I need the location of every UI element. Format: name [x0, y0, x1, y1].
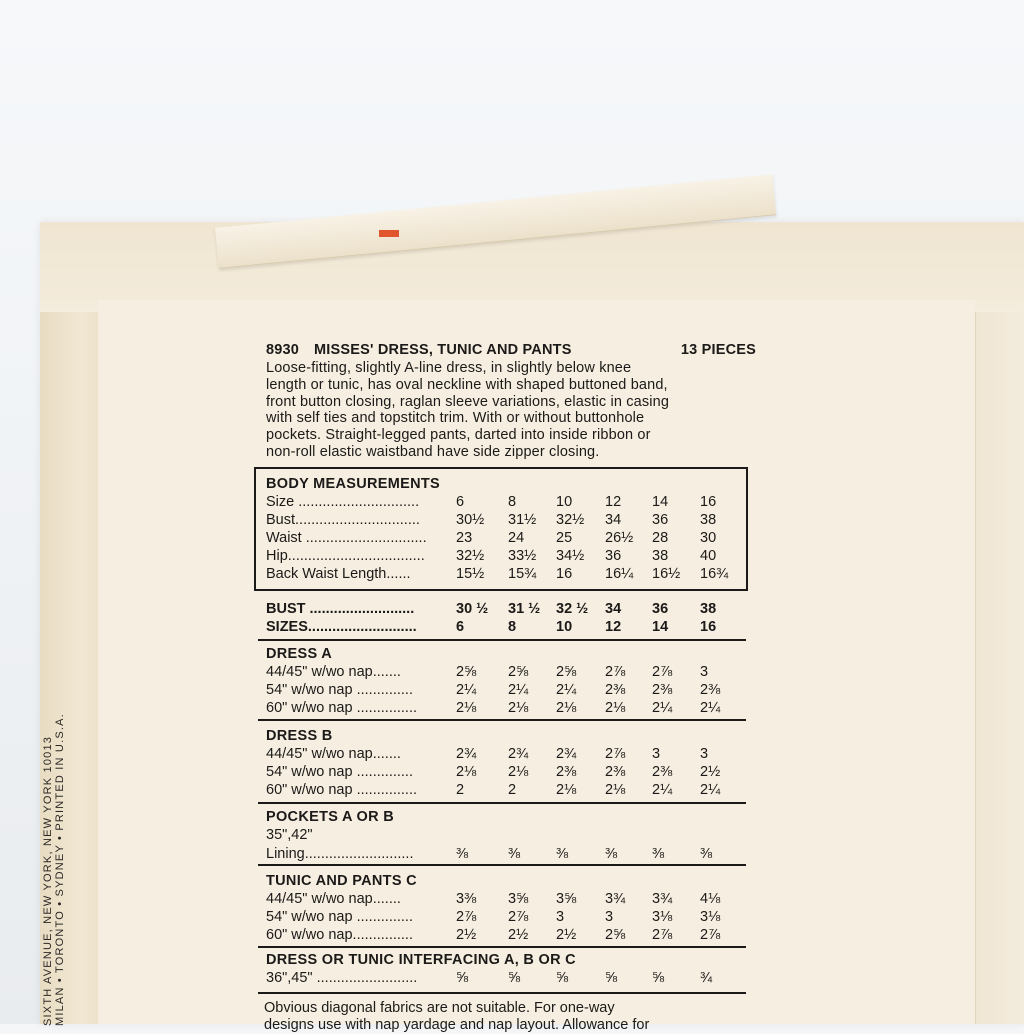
size-value: 36 [652, 601, 669, 617]
size-value: 34 [605, 601, 622, 617]
pattern-description-block [266, 342, 756, 461]
yardage-row [266, 682, 766, 699]
section-title: TUNIC AND PANTS C [266, 873, 417, 889]
subtitle-label: 35",42" [266, 827, 313, 843]
section-title: DRESS OR TUNIC INTERFACING A, B OR C [266, 952, 576, 968]
size-value: 24 [508, 530, 525, 546]
size-value: 3 [700, 746, 709, 762]
fabric-note [264, 1000, 784, 1034]
size-value: ¾ [700, 970, 713, 986]
size-value: 31 ½ [508, 601, 541, 617]
section-divider [258, 992, 746, 994]
size-value: 15½ [456, 566, 485, 582]
fabric-note-line: designs use with nap yardage and nap layout. Allowance for [264, 1017, 650, 1033]
size-value: 3 [556, 909, 565, 925]
size-value: 2⅞ [700, 927, 721, 943]
size-value: 25 [556, 530, 573, 546]
row-label: SIZES........................... [266, 619, 417, 635]
size-value: 32½ [456, 548, 485, 564]
size-value: 38 [700, 601, 717, 617]
size-value: 30½ [456, 512, 485, 528]
size-value: ⅜ [456, 846, 469, 862]
size-value: 2⅛ [605, 700, 626, 716]
size-value: 2½ [556, 927, 577, 943]
measurement-row [266, 548, 766, 565]
size-value: 2⅜ [605, 764, 626, 780]
size-value: ⅝ [456, 970, 469, 986]
section-divider [258, 864, 746, 866]
size-value: 3⅛ [700, 909, 721, 925]
size-value: 2⅝ [556, 664, 577, 680]
size-value: 2⅛ [508, 700, 529, 716]
size-value: 16¼ [605, 566, 634, 582]
pattern-number: 8930 [266, 342, 300, 358]
size-value: 3⅝ [556, 891, 577, 907]
size-value: 36 [652, 512, 669, 528]
yardage-row [266, 764, 766, 781]
measurement-row [266, 530, 766, 547]
size-value: 30 ½ [456, 601, 489, 617]
size-value: 3⅝ [508, 891, 529, 907]
size-value: 2¾ [456, 746, 477, 762]
row-label: Size .............................. [266, 494, 420, 510]
publisher-address [42, 626, 82, 1026]
size-value: 38 [652, 548, 669, 564]
row-label: 60" w/wo nap ............... [266, 782, 418, 798]
size-value: 26½ [605, 530, 634, 546]
size-value: ⅝ [556, 970, 569, 986]
address-line-1: SIXTH AVENUE, NEW YORK, NEW YORK 10013 [42, 735, 54, 1026]
size-value: 33½ [508, 548, 537, 564]
body-measurements-title: BODY MEASUREMENTS [266, 476, 441, 492]
size-value: 2⅛ [556, 700, 577, 716]
row-label: 44/45" w/wo nap....... [266, 664, 401, 680]
size-value: 3¾ [605, 891, 626, 907]
size-value: 12 [605, 494, 622, 510]
size-value: 2¼ [652, 700, 673, 716]
size-value: 2⅛ [456, 700, 477, 716]
pattern-description [266, 360, 756, 461]
size-value: 2⅞ [456, 909, 477, 925]
size-value: 36 [605, 548, 622, 564]
size-value: ⅝ [652, 970, 665, 986]
size-value: 2⅞ [652, 664, 673, 680]
size-value: 2⅜ [652, 764, 673, 780]
sizes-row [266, 619, 766, 636]
pattern-title: MISSES' DRESS, TUNIC AND PANTS [314, 342, 572, 358]
size-value: 8 [508, 619, 517, 635]
size-value: 16 [700, 619, 717, 635]
row-label: 36",45" ......................... [266, 970, 418, 986]
size-value: 34½ [556, 548, 585, 564]
size-value: 32 ½ [556, 601, 589, 617]
section-divider [258, 719, 746, 721]
size-value: 16¾ [700, 566, 729, 582]
size-value: 2¼ [700, 782, 721, 798]
size-value: 2¼ [508, 682, 529, 698]
row-label: Lining........................... [266, 846, 414, 862]
size-value: 2⅜ [700, 682, 721, 698]
yardage-row [266, 891, 766, 908]
size-value: 2¾ [508, 746, 529, 762]
size-value: 6 [456, 619, 465, 635]
size-value: 3⅜ [456, 891, 477, 907]
row-label: 44/45" w/wo nap....... [266, 891, 401, 907]
size-value: ⅝ [508, 970, 521, 986]
yardage-row [266, 664, 766, 681]
size-value: 3⅛ [652, 909, 673, 925]
size-value: 10 [556, 619, 573, 635]
size-value: 4⅛ [700, 891, 721, 907]
description-line: non-roll elastic waistband have side zipper closing. [266, 443, 600, 460]
size-value: 12 [605, 619, 622, 635]
size-value: 2⅝ [508, 664, 529, 680]
yardage-row [266, 970, 766, 987]
row-label: Back Waist Length...... [266, 566, 411, 582]
fabric-note-line: Obvious diagonal fabrics are not suitable. For one-way [264, 1000, 615, 1016]
row-label: 60" w/wo nap............... [266, 927, 413, 943]
size-value: ⅜ [652, 846, 665, 862]
section-divider [258, 802, 746, 804]
row-label: 44/45" w/wo nap....... [266, 746, 401, 762]
size-value: 10 [556, 494, 573, 510]
size-value: 15¾ [508, 566, 537, 582]
size-value: 2⅛ [556, 782, 577, 798]
size-value: 2¼ [556, 682, 577, 698]
size-value: 2 [456, 782, 465, 798]
size-value: 2½ [508, 927, 529, 943]
description-line: front button closing, raglan sleeve variations, elastic in casing [266, 393, 670, 410]
size-value: 2¼ [700, 700, 721, 716]
address-line-2: MILAN • TORONTO • SYDNEY • PRINTED IN U.S.A. [54, 713, 66, 1026]
size-value: 2⅝ [456, 664, 477, 680]
yardage-row [266, 909, 766, 926]
size-value: 2⅜ [556, 764, 577, 780]
size-value: 23 [456, 530, 473, 546]
size-value: 3 [652, 746, 661, 762]
size-value: 2¼ [456, 682, 477, 698]
size-value: 28 [652, 530, 669, 546]
row-label: 54" w/wo nap .............. [266, 764, 413, 780]
size-value: ⅜ [508, 846, 521, 862]
size-value: ⅜ [605, 846, 618, 862]
row-label: 54" w/wo nap .............. [266, 682, 413, 698]
size-value: 2¾ [556, 746, 577, 762]
description-line: length or tunic, has oval neckline with shaped buttoned band, [266, 376, 668, 393]
size-value: 2⅛ [508, 764, 529, 780]
pattern-header [266, 342, 756, 360]
pattern-pieces: 13 PIECES [680, 342, 756, 358]
size-value: 3 [605, 909, 614, 925]
section-subtitle [266, 827, 766, 844]
size-value: ⅝ [605, 970, 618, 986]
yardage-row [266, 746, 766, 763]
size-value: 16 [556, 566, 573, 582]
size-value: 2⅛ [456, 764, 477, 780]
size-value: 8 [508, 494, 517, 510]
size-value: ⅜ [700, 846, 713, 862]
row-label: 54" w/wo nap .............. [266, 909, 413, 925]
size-value: 2⅜ [605, 682, 626, 698]
yardage-row [266, 927, 766, 944]
size-value: 3 [700, 664, 709, 680]
size-value: ⅜ [556, 846, 569, 862]
bust-row [266, 601, 766, 618]
size-value: 40 [700, 548, 717, 564]
size-value: 34 [605, 512, 622, 528]
size-value: 2¼ [652, 782, 673, 798]
yardage-row [266, 782, 766, 799]
red-mark [379, 230, 399, 237]
size-value: 2⅛ [605, 782, 626, 798]
row-label: Bust............................... [266, 512, 420, 528]
size-value: 2½ [456, 927, 477, 943]
size-value: 30 [700, 530, 717, 546]
size-value: 2⅝ [605, 927, 626, 943]
row-label: Waist .............................. [266, 530, 427, 546]
section-divider [258, 946, 746, 948]
section-divider [258, 639, 746, 641]
size-value: 32½ [556, 512, 585, 528]
section-title: POCKETS A OR B [266, 809, 394, 825]
size-value: 3¾ [652, 891, 673, 907]
size-value: 6 [456, 494, 465, 510]
description-line: with self ties and topstitch trim. With or without buttonhole [266, 410, 645, 427]
size-value: 2⅞ [508, 909, 529, 925]
measurement-row [266, 566, 766, 583]
size-value: 31½ [508, 512, 537, 528]
size-value: 38 [700, 512, 717, 528]
yardage-row [266, 700, 766, 717]
yardage-row [266, 846, 766, 863]
measurement-row [266, 512, 766, 529]
section-title: DRESS B [266, 728, 333, 744]
measurement-row [266, 494, 766, 511]
size-value: 2⅜ [652, 682, 673, 698]
size-value: 14 [652, 494, 669, 510]
size-value: 2⅞ [605, 746, 626, 762]
row-label: 60" w/wo nap ............... [266, 700, 418, 716]
description-line: Loose-fitting, slightly A-line dress, in slightly below knee [266, 360, 632, 376]
description-line: pockets. Straight-legged pants, darted into inside ribbon or [266, 427, 651, 444]
section-title: DRESS A [266, 646, 333, 662]
size-value: 16 [700, 494, 717, 510]
size-value: 2 [508, 782, 517, 798]
size-value: 14 [652, 619, 669, 635]
row-label: Hip.................................. [266, 548, 425, 564]
size-value: 2⅞ [652, 927, 673, 943]
size-value: 2½ [700, 764, 721, 780]
size-value: 2⅞ [605, 664, 626, 680]
envelope-right-edge [975, 222, 1024, 1024]
row-label: BUST .......................... [266, 601, 415, 617]
size-value: 16½ [652, 566, 681, 582]
